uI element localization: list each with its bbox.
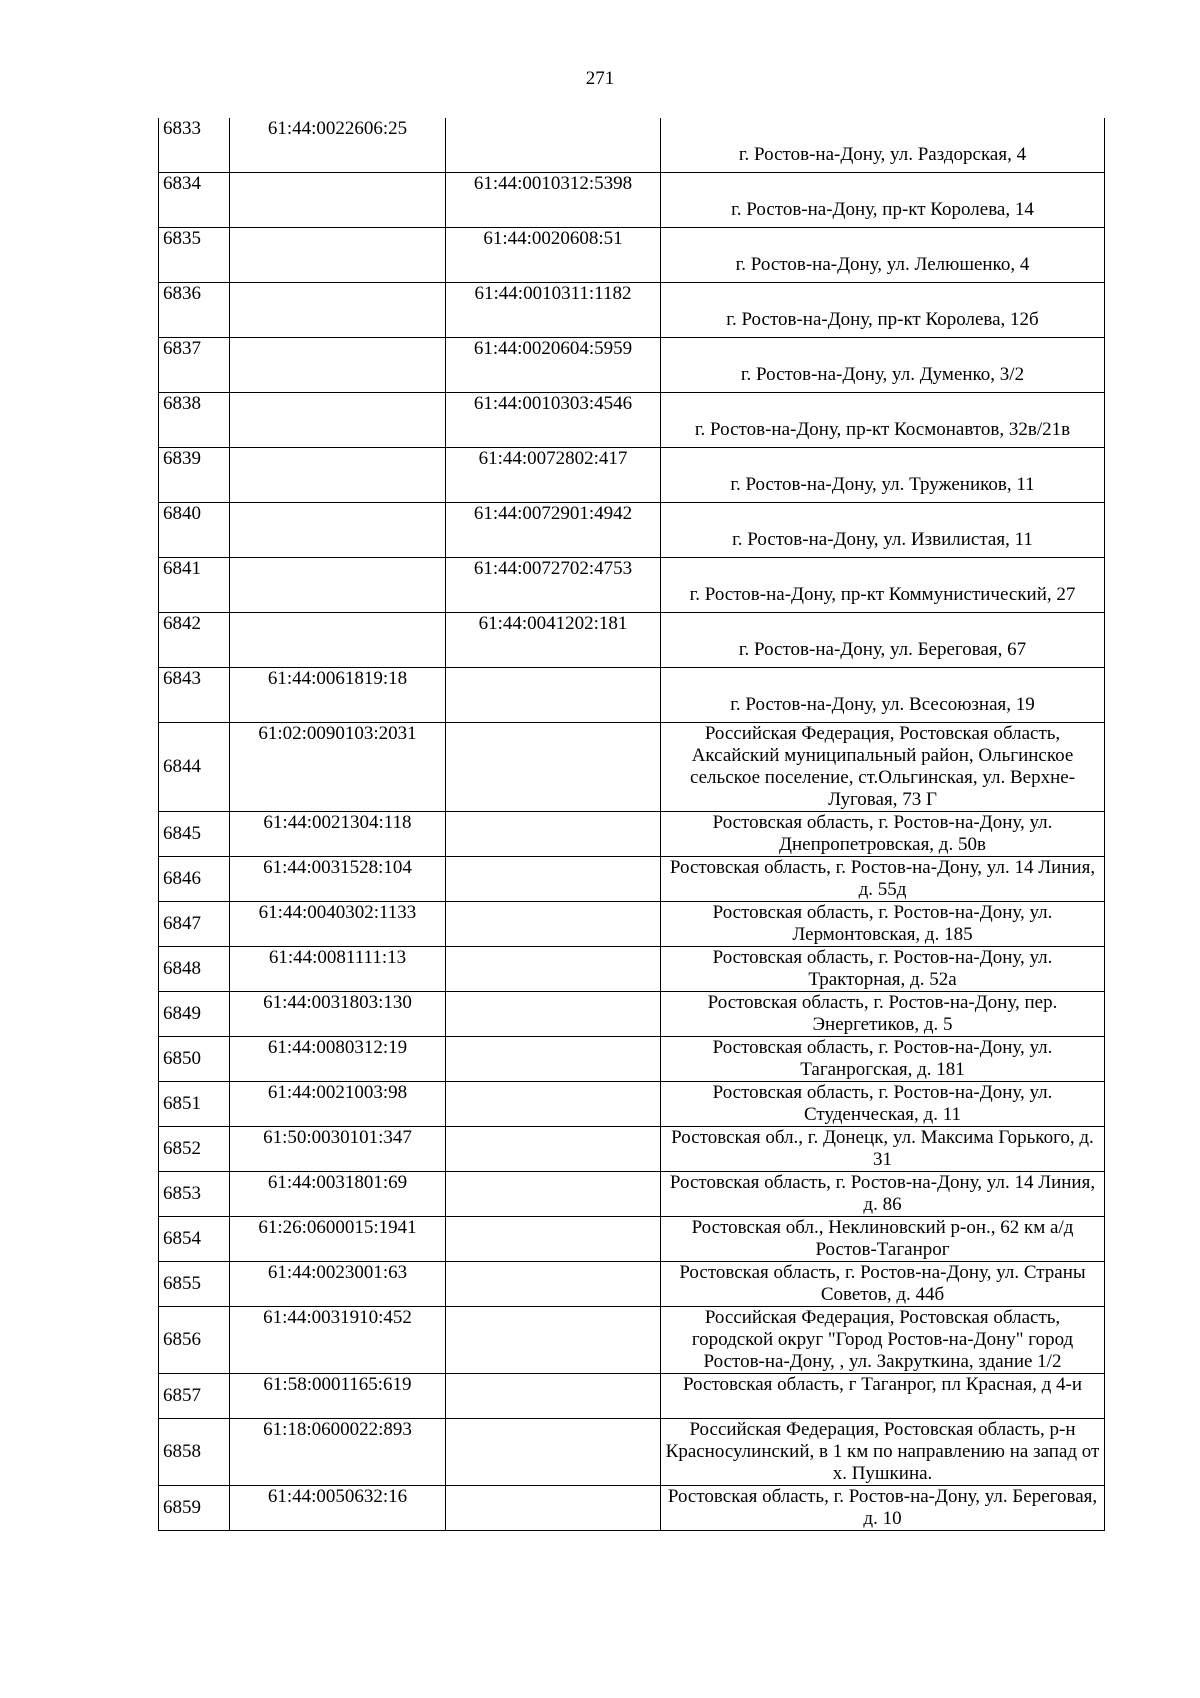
cadastral-number-alt-cell — [446, 1217, 661, 1262]
cadastral-number-cell: 61:44:0040302:1133 — [230, 902, 446, 947]
row-number-cell: 6858 — [159, 1419, 230, 1486]
table-row — [159, 283, 1105, 338]
row-number-cell: 6836 — [159, 283, 230, 338]
cadastral-number-cell: 61:50:0030101:347 — [230, 1127, 446, 1172]
row-number-cell: 6843 — [159, 668, 230, 723]
address-cell: г. Ростов-на-Дону, ул. Всесоюзная, 19 — [661, 668, 1105, 723]
cadastral-number-alt-cell — [446, 857, 661, 902]
table-row — [159, 448, 1105, 503]
address-cell: г. Ростов-на-Дону, ул. Береговая, 67 — [661, 613, 1105, 668]
row-number-cell: 6842 — [159, 613, 230, 668]
cadastral-number-cell — [230, 558, 446, 613]
address-cell: Ростовская область, г. Ростов-на-Дону, ул. Днепропетровская, д. 50в — [661, 812, 1105, 857]
table-row — [159, 338, 1105, 393]
cadastral-number-alt-cell — [446, 1037, 661, 1082]
row-number-cell: 6853 — [159, 1172, 230, 1217]
cadastral-number-alt-cell — [446, 1307, 661, 1374]
address-cell: г. Ростов-на-Дону, пр-кт Коммунистический, 27 — [661, 558, 1105, 613]
table-row — [159, 118, 1105, 173]
row-number-cell: 6857 — [159, 1374, 230, 1419]
cadastral-number-cell: 61:44:0080312:19 — [230, 1037, 446, 1082]
cadastral-number-cell — [230, 613, 446, 668]
row-number-cell: 6846 — [159, 857, 230, 902]
row-number-cell: 6851 — [159, 1082, 230, 1127]
table-row — [159, 947, 1105, 992]
table-row — [159, 723, 1105, 812]
table-row — [159, 503, 1105, 558]
address-cell: Ростовская область, г. Ростов-на-Дону, ул. Лермонтовская, д. 185 — [661, 902, 1105, 947]
address-cell: г. Ростов-на-Дону, ул. Раздорская, 4 — [661, 118, 1105, 173]
address-cell: г. Ростов-на-Дону, ул. Тружеников, 11 — [661, 448, 1105, 503]
table-row — [159, 1037, 1105, 1082]
cadastral-number-alt-cell — [446, 723, 661, 812]
row-number-cell: 6844 — [159, 723, 230, 812]
address-cell: Ростовская область, г. Ростов-на-Дону, ул. Страны Советов, д. 44б — [661, 1262, 1105, 1307]
row-number-cell: 6847 — [159, 902, 230, 947]
table-row — [159, 668, 1105, 723]
row-number-cell: 6833 — [159, 118, 230, 173]
registry-table — [158, 118, 1105, 1531]
address-cell: Российская Федерация, Ростовская область, городской округ "Город Ростов-на-Дону" город Ростов-на-Дону, , ул. Закруткина, здание 1/2 — [661, 1307, 1105, 1374]
cadastral-number-cell: 61:58:0001165:619 — [230, 1374, 446, 1419]
cadastral-number-alt-cell — [446, 992, 661, 1037]
row-number-cell: 6849 — [159, 992, 230, 1037]
row-number-cell: 6839 — [159, 448, 230, 503]
address-cell: Ростовская обл., г. Донецк, ул. Максима Горького, д. 31 — [661, 1127, 1105, 1172]
cadastral-number-cell: 61:44:0031803:130 — [230, 992, 446, 1037]
table-row — [159, 812, 1105, 857]
address-cell: Российская Федерация, Ростовская область, р-н Красносулинский, в 1 км по направлению на запад от х. Пушкина. — [661, 1419, 1105, 1486]
address-cell: г. Ростов-на-Дону, пр-кт Королева, 12б — [661, 283, 1105, 338]
row-number-cell: 6838 — [159, 393, 230, 448]
page-number: 271 — [585, 68, 615, 89]
cadastral-number-cell — [230, 448, 446, 503]
table-row — [159, 1486, 1105, 1531]
cadastral-number-alt-cell — [446, 902, 661, 947]
row-number-cell: 6841 — [159, 558, 230, 613]
cadastral-number-alt-cell: 61:44:0072901:4942 — [446, 503, 661, 558]
row-number-cell: 6855 — [159, 1262, 230, 1307]
row-number-cell: 6854 — [159, 1217, 230, 1262]
table-row — [159, 902, 1105, 947]
address-cell: Ростовская область, г Таганрог, пл Красная, д 4-и — [661, 1374, 1105, 1419]
cadastral-number-cell: 61:44:0031910:452 — [230, 1307, 446, 1374]
cadastral-number-alt-cell: 61:44:0072702:4753 — [446, 558, 661, 613]
cadastral-number-alt-cell — [446, 668, 661, 723]
address-cell: Ростовская область, г. Ростов-на-Дону, пер. Энергетиков, д. 5 — [661, 992, 1105, 1037]
table-row — [159, 1307, 1105, 1374]
table-row — [159, 1082, 1105, 1127]
row-number-cell: 6856 — [159, 1307, 230, 1374]
table-row — [159, 1419, 1105, 1486]
table-row — [159, 1374, 1105, 1419]
address-cell: г. Ростов-на-Дону, ул. Думенко, 3/2 — [661, 338, 1105, 393]
table-row — [159, 1172, 1105, 1217]
cadastral-number-alt-cell — [446, 1082, 661, 1127]
address-cell: Ростовская область, г. Ростов-на-Дону, ул. 14 Линия, д. 55д — [661, 857, 1105, 902]
cadastral-number-cell: 61:44:0023001:63 — [230, 1262, 446, 1307]
address-cell: Ростовская область, г. Ростов-на-Дону, ул. Таганрогская, д. 181 — [661, 1037, 1105, 1082]
cadastral-number-alt-cell — [446, 118, 661, 173]
row-number-cell: 6848 — [159, 947, 230, 992]
address-cell: г. Ростов-на-Дону, пр-кт Королева, 14 — [661, 173, 1105, 228]
cadastral-number-cell — [230, 338, 446, 393]
address-cell: Ростовская область, г. Ростов-на-Дону, ул. Тракторная, д. 52а — [661, 947, 1105, 992]
cadastral-number-cell — [230, 173, 446, 228]
table-row — [159, 558, 1105, 613]
address-cell: Ростовская обл., Неклиновский р-он., 62 км а/д Ростов-Таганрог — [661, 1217, 1105, 1262]
cadastral-number-alt-cell: 61:44:0010303:4546 — [446, 393, 661, 448]
cadastral-number-cell: 61:44:0031801:69 — [230, 1172, 446, 1217]
cadastral-number-alt-cell — [446, 947, 661, 992]
row-number-cell: 6845 — [159, 812, 230, 857]
row-number-cell: 6859 — [159, 1486, 230, 1531]
table-row — [159, 228, 1105, 283]
cadastral-number-cell: 61:44:0081111:13 — [230, 947, 446, 992]
cadastral-number-alt-cell — [446, 812, 661, 857]
table-row — [159, 613, 1105, 668]
cadastral-number-alt-cell: 61:44:0020608:51 — [446, 228, 661, 283]
cadastral-number-alt-cell: 61:44:0072802:417 — [446, 448, 661, 503]
row-number-cell: 6850 — [159, 1037, 230, 1082]
table-row — [159, 992, 1105, 1037]
address-cell: г. Ростов-на-Дону, ул. Лелюшенко, 4 — [661, 228, 1105, 283]
cadastral-number-alt-cell: 61:44:0020604:5959 — [446, 338, 661, 393]
cadastral-number-cell — [230, 393, 446, 448]
cadastral-number-alt-cell: 61:44:0010312:5398 — [446, 173, 661, 228]
cadastral-number-cell — [230, 503, 446, 558]
address-cell: Российская Федерация, Ростовская область, Аксайский муниципальный район, Ольгинское сельское поселение, ст.Ольгинская, ул. Верхне-Луговая, 73 Г — [661, 723, 1105, 812]
cadastral-number-alt-cell — [446, 1486, 661, 1531]
registry-body — [159, 118, 1105, 1531]
row-number-cell: 6837 — [159, 338, 230, 393]
row-number-cell: 6834 — [159, 173, 230, 228]
address-cell: г. Ростов-на-Дону, пр-кт Космонавтов, 32в/21в — [661, 393, 1105, 448]
cadastral-number-cell: 61:44:0031528:104 — [230, 857, 446, 902]
cadastral-number-cell: 61:18:0600022:893 — [230, 1419, 446, 1486]
row-number-cell: 6840 — [159, 503, 230, 558]
table-row — [159, 1262, 1105, 1307]
cadastral-number-cell: 61:44:0021304:118 — [230, 812, 446, 857]
cadastral-number-alt-cell — [446, 1262, 661, 1307]
cadastral-number-cell: 61:44:0061819:18 — [230, 668, 446, 723]
cadastral-number-cell: 61:44:0050632:16 — [230, 1486, 446, 1531]
table-row — [159, 1127, 1105, 1172]
address-cell: г. Ростов-на-Дону, ул. Извилистая, 11 — [661, 503, 1105, 558]
address-cell: Ростовская область, г. Ростов-на-Дону, ул. Студенческая, д. 11 — [661, 1082, 1105, 1127]
cadastral-number-alt-cell — [446, 1127, 661, 1172]
table-row — [159, 857, 1105, 902]
cadastral-number-cell — [230, 283, 446, 338]
cadastral-number-alt-cell: 61:44:0041202:181 — [446, 613, 661, 668]
cadastral-number-cell: 61:26:0600015:1941 — [230, 1217, 446, 1262]
cadastral-number-cell: 61:44:0022606:25 — [230, 118, 446, 173]
row-number-cell: 6835 — [159, 228, 230, 283]
table-row — [159, 173, 1105, 228]
row-number-cell: 6852 — [159, 1127, 230, 1172]
table-row — [159, 1217, 1105, 1262]
cadastral-number-cell — [230, 228, 446, 283]
table-row — [159, 393, 1105, 448]
cadastral-number-cell: 61:02:0090103:2031 — [230, 723, 446, 812]
cadastral-number-alt-cell — [446, 1374, 661, 1419]
address-cell: Ростовская область, г. Ростов-на-Дону, ул. 14 Линия, д. 86 — [661, 1172, 1105, 1217]
cadastral-number-alt-cell — [446, 1172, 661, 1217]
cadastral-number-cell: 61:44:0021003:98 — [230, 1082, 446, 1127]
cadastral-number-alt-cell — [446, 1419, 661, 1486]
address-cell: Ростовская область, г. Ростов-на-Дону, ул. Береговая, д. 10 — [661, 1486, 1105, 1531]
cadastral-number-alt-cell: 61:44:0010311:1182 — [446, 283, 661, 338]
